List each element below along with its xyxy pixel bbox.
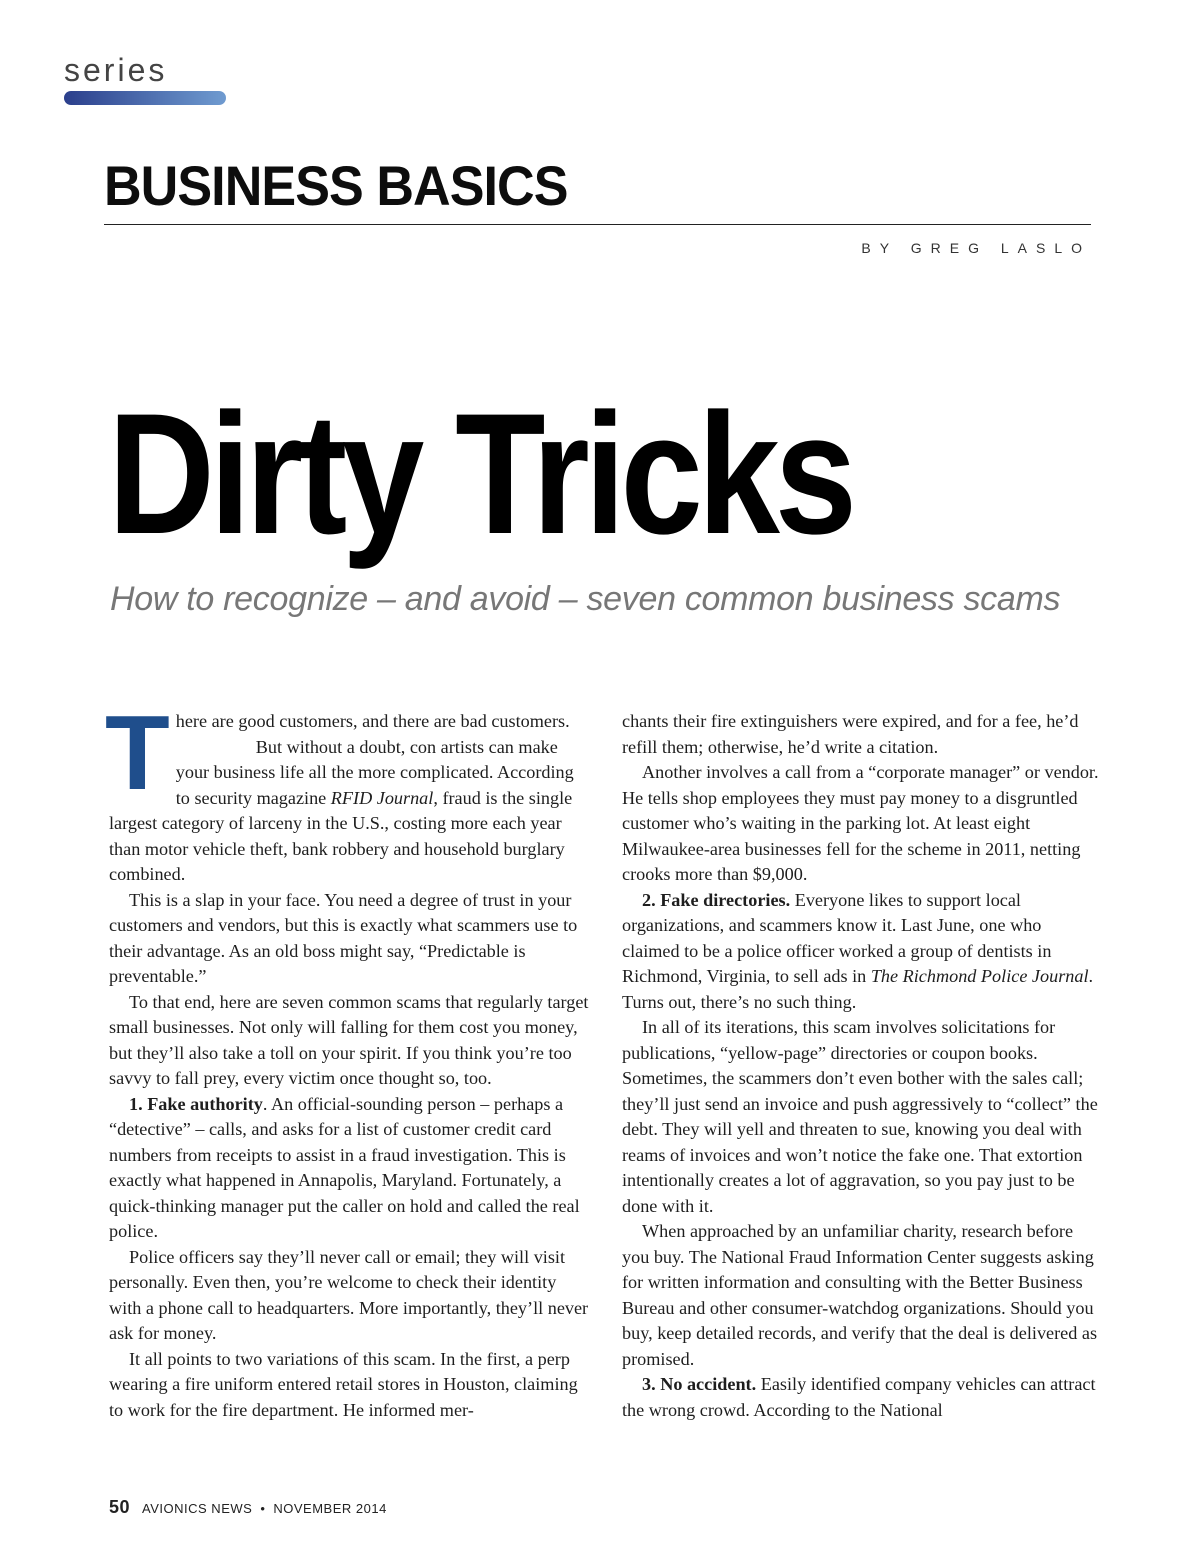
paragraph: But without a doubt, con artists can make your business life all the more complicated. According to security magazine RFID Journal, fraud is the single largest category of larceny in the U.S., costing more each year than motor vehicle theft, bank robbery and household burglary combined. — [109, 736, 574, 884]
paragraph: Police officers say they’ll never call or email; they will visit personally. Even then, you’re welcome to check their identity with a phone call to headquarters. More importantly, they’ll never ask for money. — [109, 1246, 589, 1343]
paragraph: 1. Fake authority. An official-sounding person – perhaps a “detective” – calls, and asks for a list of customer credit card numbers from receipts to assist in a fraud investigation. This is exactly what happened in Annapolis, Maryland. Fortunately, a quick-thinking manager put the caller on hold and called the real police. — [109, 1093, 580, 1241]
publication-name: AVIONICS NEWS — [142, 1501, 253, 1516]
paragraph: To that end, here are seven common scams that regularly target small businesses. Not only will falling for them cost you money, but they’ll also take a toll on your spirit. If you think you’re too savvy to fall prey, every victim once thought so, too. — [109, 991, 589, 1088]
paragraph: 2. Fake directories. Everyone likes to support local organizations, and scammers know it. Last June, one who claimed to be a police officer worked a group of dentists in Richmond, Virginia, to sell ads in The Richmond Police Journal. Turns out, there’s no such thing. — [622, 889, 1094, 1012]
paragraph: Another involves a call from a “corporate manager” or vendor. He tells shop employees they must pay money to a disgruntled customer who’s waiting in the parking lot. At least eight Milwaukee-area businesses fell for the scheme in 2011, netting crooks more than $9,000. — [622, 762, 1099, 884]
paragraph: When approached by an unfamiliar charity, research before you buy. The National Fraud Information Center suggests asking for written information and consulting with the Better Business Bureau and other consumer-watchdog organizations. Should you buy, keep detailed records, and verify that the deal is delivered as promised. — [622, 1221, 1098, 1369]
article-column-right — [622, 709, 1100, 1423]
series-label: series — [64, 52, 168, 88]
paragraph: chants their fire extinguishers were expired, and for a fee, he’d refill them; otherwise, he’d write a citation. — [622, 711, 1079, 757]
page-number: 50 — [109, 1497, 131, 1517]
issue-date: NOVEMBER 2014 — [273, 1501, 387, 1516]
section-title: BUSINESS BASICS — [104, 154, 568, 217]
byline: BY GREG LASLO — [861, 240, 1091, 256]
paragraph: In all of its iterations, this scam involves solicitations for publications, “yellow-page” directories or coupon books. Sometimes, the scammers don’t even bother with the sales call; they’ll just send an invoice and push aggressively to “collect” the debt. They will yell and threaten to sue, knowing you deal with reams of invoices and won’t notice the fake one. That extortion intentionally creates a lot of aggravation, so you pay just to be done with it. — [622, 1017, 1098, 1216]
page-footer — [109, 1497, 387, 1518]
paragraph: This is a slap in your face. You need a degree of trust in your customers and vendors, but this is exactly what scammers use to their advantage. As an old boss might say, “Predictable is preventable.” — [109, 889, 578, 986]
title-divider — [104, 224, 1091, 225]
series-accent-bar — [64, 91, 226, 105]
paragraph: 3. No accident. Easily identified company vehicles can attract the wrong crowd. According to the National — [622, 1374, 1096, 1420]
article-column-left — [105, 694, 589, 1423]
footer-separator: • — [260, 1501, 266, 1516]
paragraph: It all points to two variations of this scam. In the first, a perp wearing a fire uniform entered retail stores in Houston, claiming to work for the fire department. He informed mer- — [109, 1348, 578, 1420]
drop-cap: T — [105, 694, 170, 812]
paragraph: There are good customers, and there are bad customers. — [105, 694, 570, 812]
article-headline: Dirty Tricks — [108, 378, 852, 570]
article-deck: How to recognize – and avoid – seven common business scams — [110, 580, 1061, 618]
